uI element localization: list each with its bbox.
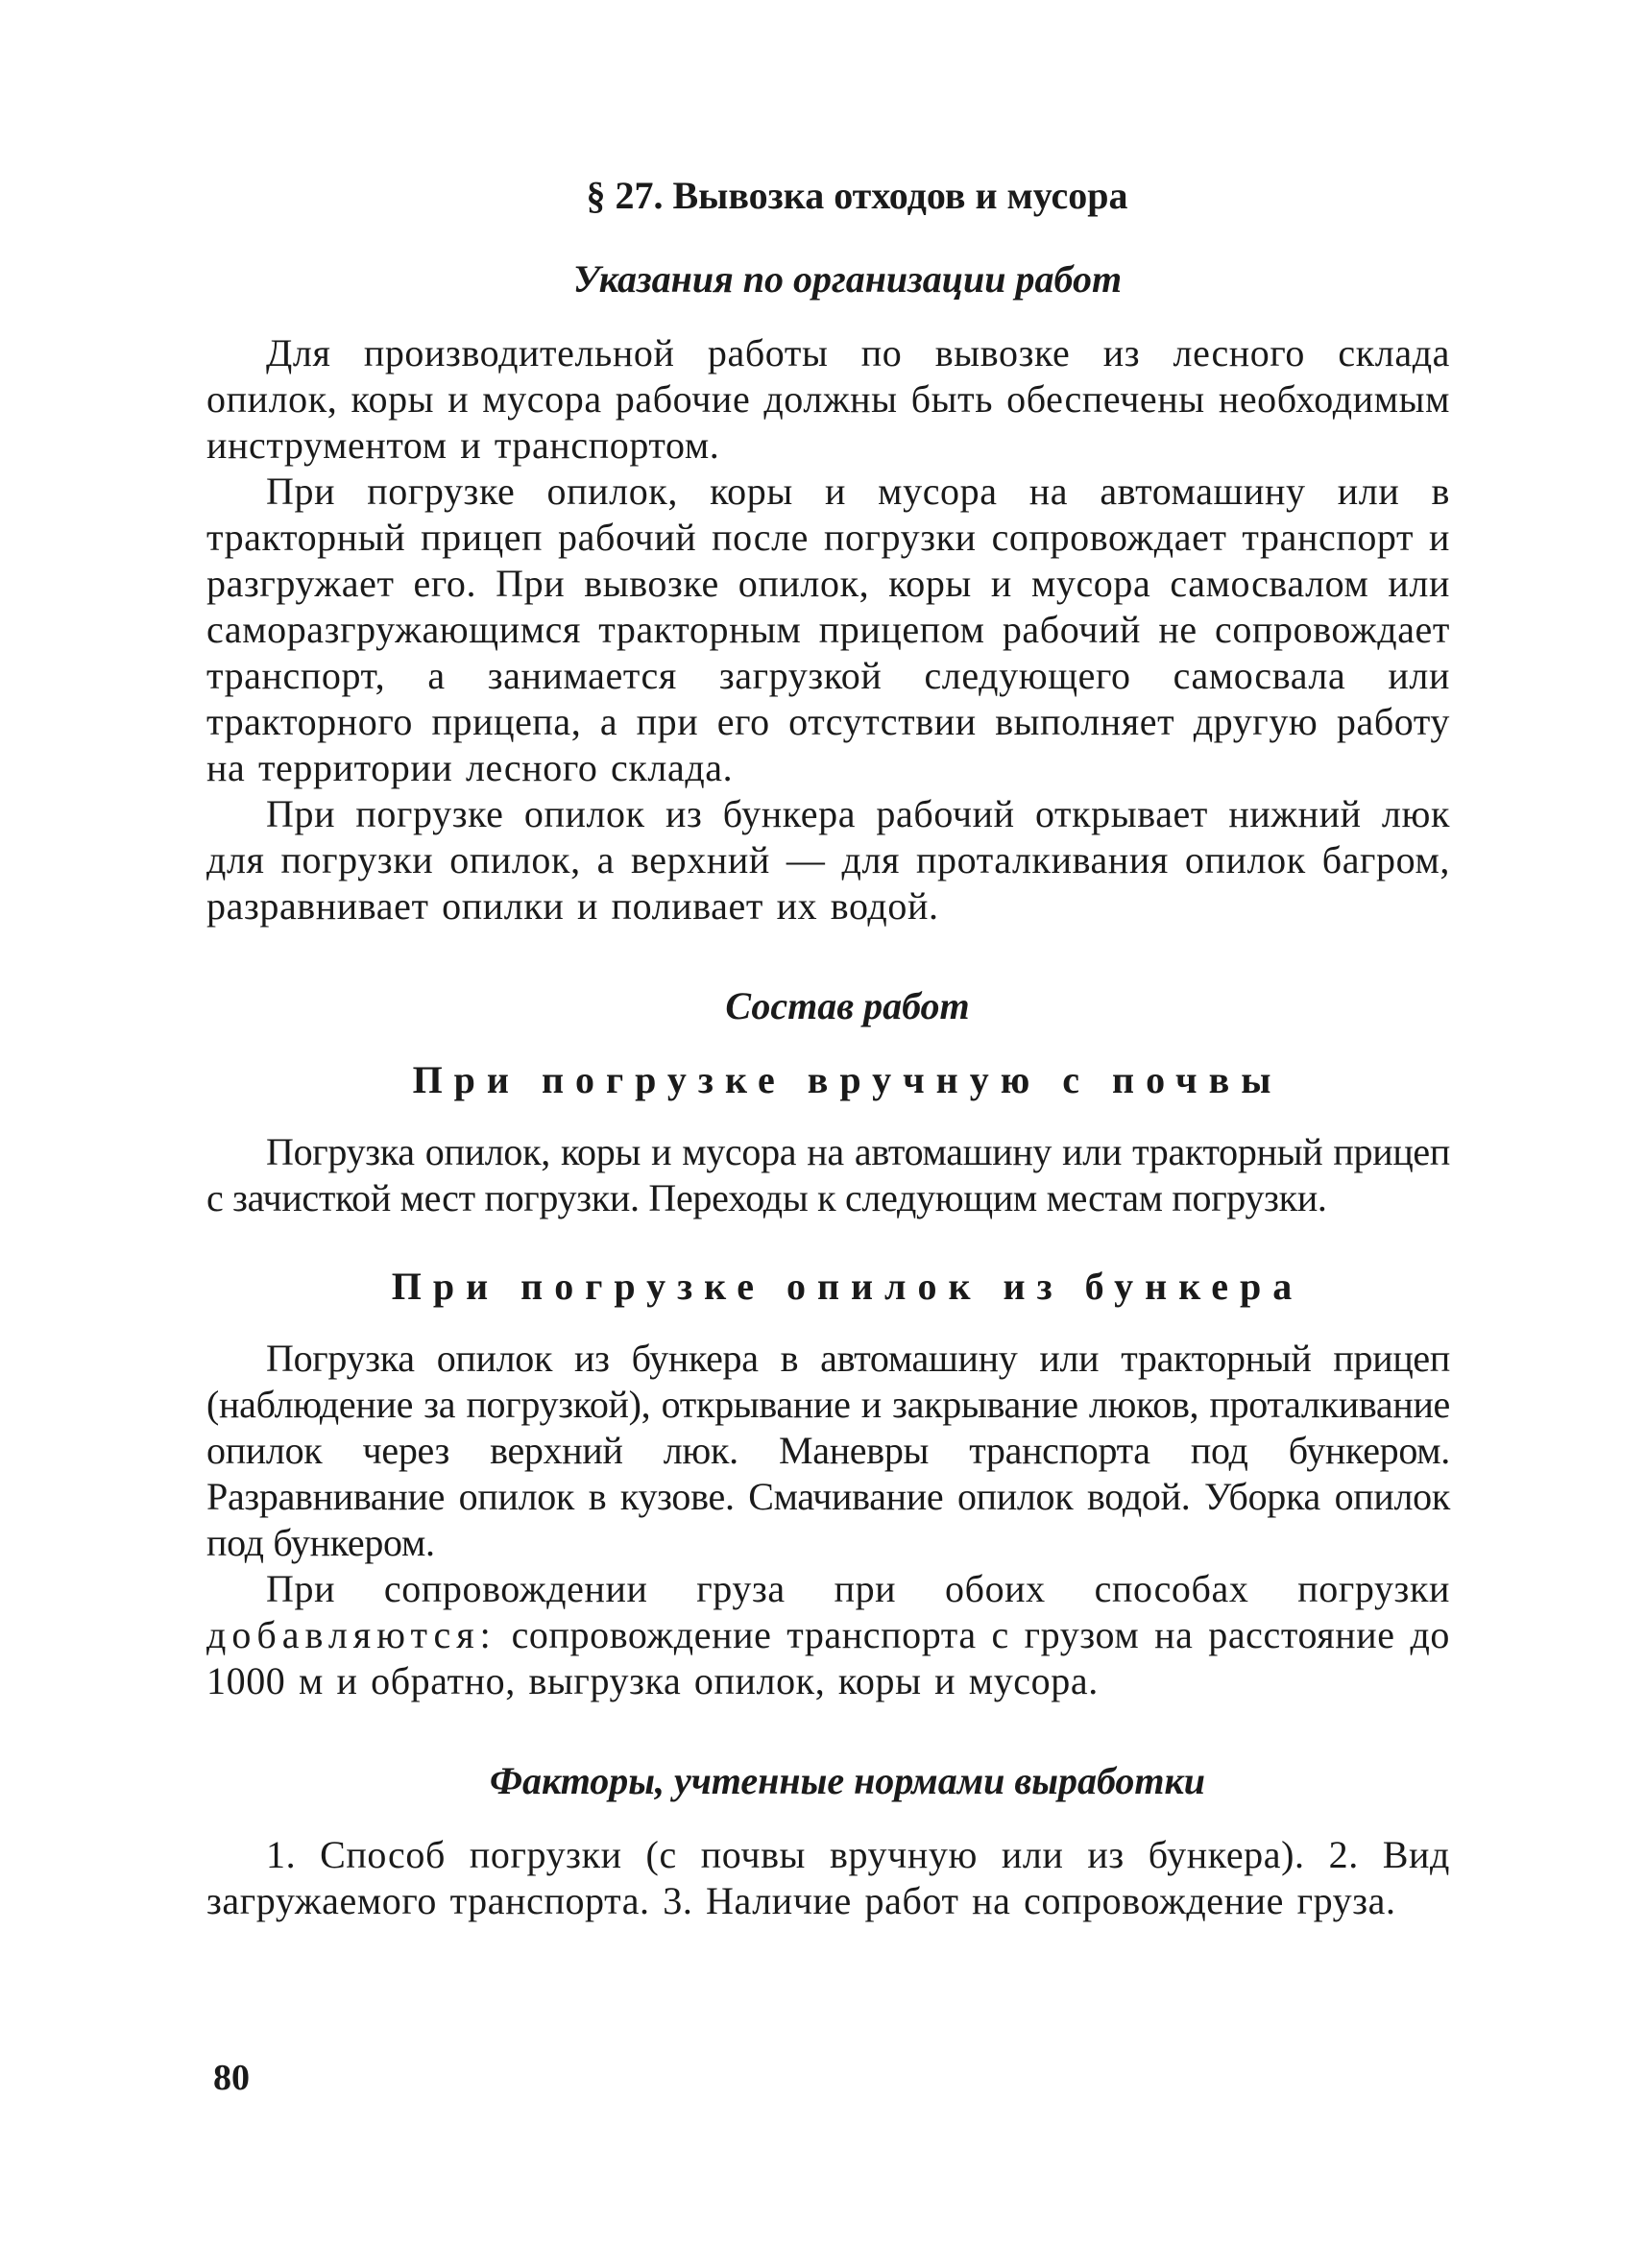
page-content	[206, 173, 1450, 1924]
organization-paragraph-3: При погрузке опилок из бункера рабочий открывает нижний люк для погрузки опилок, а верхний — для проталкивания опилок багром, разравнивает опилки и поливает их водой.	[206, 792, 1450, 928]
work-composition-heading: Состав работ	[725, 984, 970, 1027]
section-title: § 27. Вывозка отходов и мусора	[586, 174, 1128, 217]
organization-paragraph-2: При погрузке опилок, коры и мусора на автомашину или в тракторный прицеп рабочий после погрузки сопровождает транспорт и разгружает его. При вывозке опилок, коры и мусора самосвалом или саморазгружающимся тракторным прицепом рабочий не сопровождает транспорт, а занимается загрузкой следующего самосвала или тракторного прицепа, а при его отсутствии выполняет другую работу на территории лесного склада.	[206, 470, 1450, 789]
factors-heading: Факторы, учтенные нормами выработки	[489, 1759, 1206, 1802]
manual-loading-text: Погрузка опилок, коры и мусора на автомашину или тракторный прицеп с зачисткой мест погрузки. Переходы к следующим местам погрузки.	[206, 1130, 1450, 1219]
organization-heading: Указания по организации работ	[572, 257, 1123, 301]
escort-lead: При сопровождении груза при обоих способах погрузки	[266, 1567, 1450, 1610]
bunker-loading-heading: При погрузке опилок из бункера	[391, 1265, 1304, 1308]
escort-paragraph	[206, 1566, 1450, 1704]
page-number: 80	[213, 2058, 250, 2098]
organization-paragraph-1: Для производительной работы по вывозке из лесного склада опилок, коры и мусора рабочие должны быть обеспечены необходимым инструментом и транспортом.	[206, 331, 1450, 467]
escort-emphasis: добавляются:	[206, 1613, 496, 1656]
bunker-loading-text: Погрузка опилок из бункера в автомашину или тракторный прицеп (наблюдение за погрузкой), открывание и закрывание люков, проталкивание опилок через верхний люк. Маневры транспорта под бункером. Разравнивание опилок в кузове. Смачивание опилок водой. Уборка опилок под бункером.	[206, 1337, 1450, 1564]
escort-rest: сопровождение транспорта с грузом на расстояние до 1000 м и обратно, выгрузка опилок, коры и мусора.	[206, 1613, 1450, 1702]
manual-loading-heading: При погрузке вручную с почвы	[412, 1058, 1283, 1101]
factors-text: 1. Способ погрузки (с почвы вручную или из бункера). 2. Вид загружаемого транспорта. 3. Наличие работ на сопровождение груза.	[206, 1833, 1450, 1922]
